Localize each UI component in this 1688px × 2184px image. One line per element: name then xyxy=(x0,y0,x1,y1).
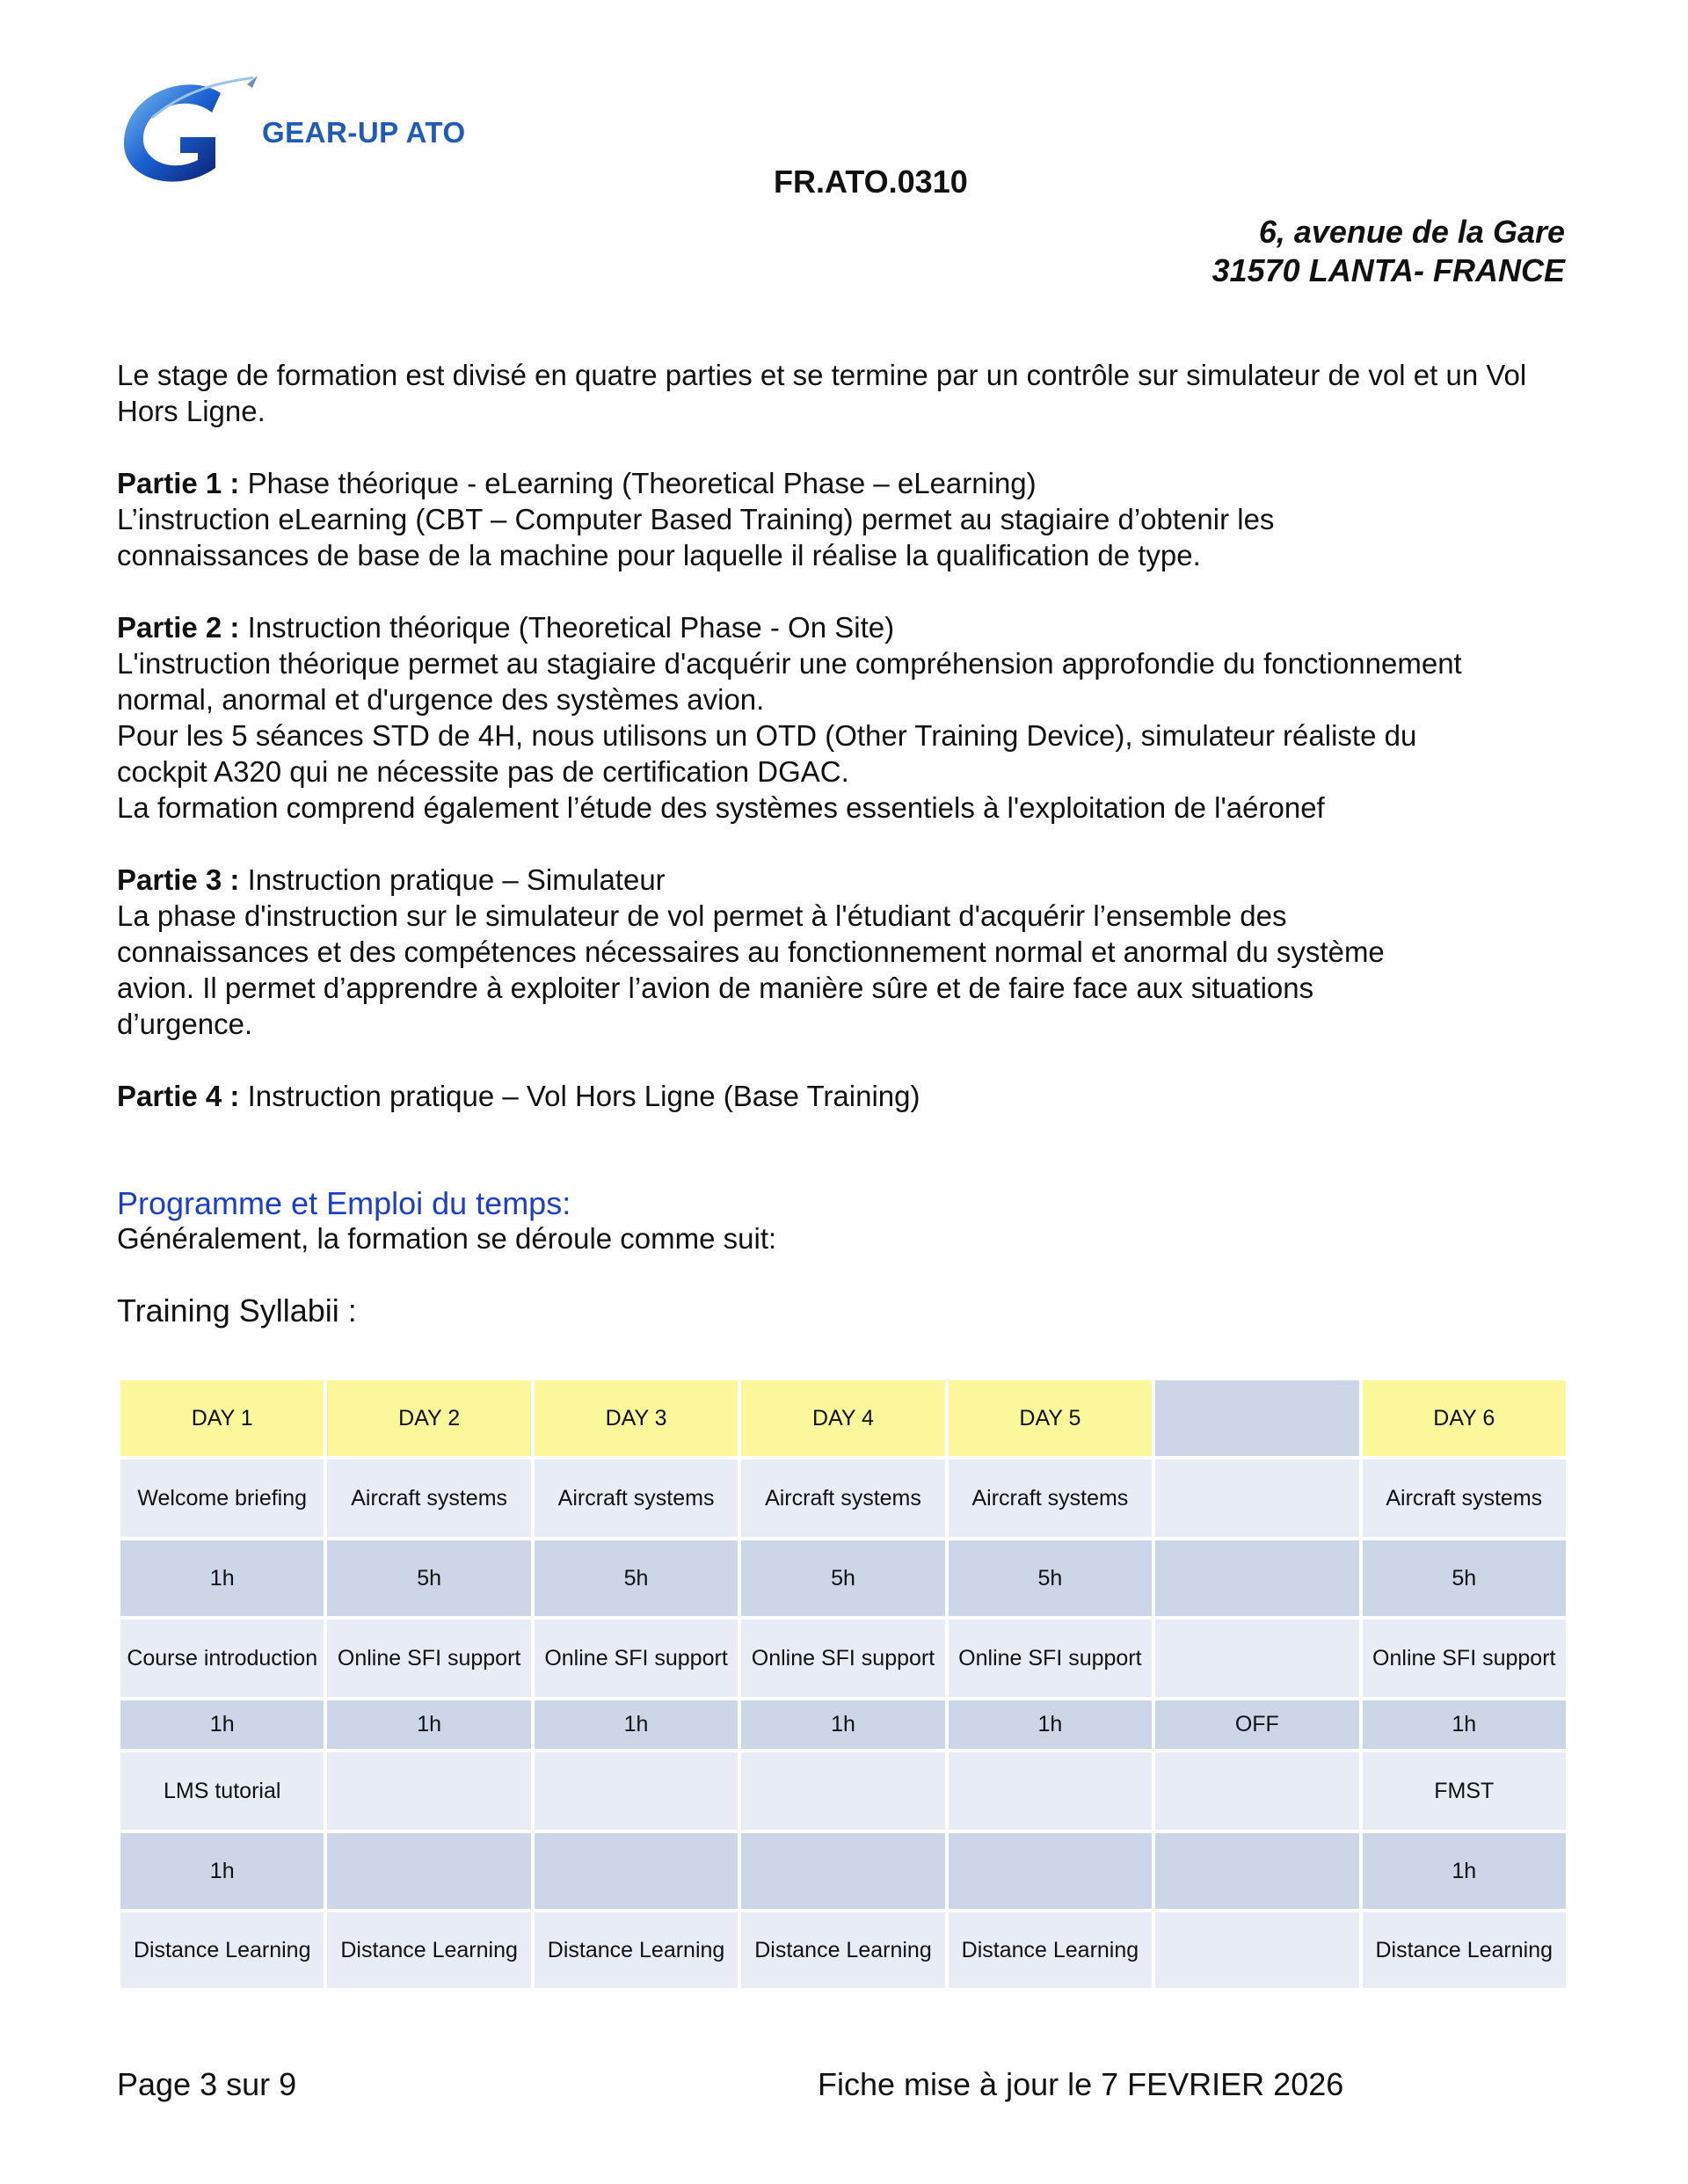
table-cell: 1h xyxy=(949,1700,1152,1749)
part-line: Pour les 5 séances STD de 4H, nous utilisons un OTD (Other Training Device), simulateur réaliste du xyxy=(117,719,1417,752)
header-cell: DAY 4 xyxy=(741,1380,944,1456)
table-cell: LMS tutorial xyxy=(120,1752,324,1830)
table-cell: Online SFI support xyxy=(327,1620,530,1697)
part-line: normal, anormal et d'urgence des systèmes avion. xyxy=(117,683,765,716)
table-cell: 5h xyxy=(327,1540,530,1616)
part-1 xyxy=(117,465,1576,573)
table-cell: Aircraft systems xyxy=(535,1460,738,1537)
table-cell xyxy=(741,1752,944,1830)
table-cell: Distance Learning xyxy=(1363,1912,1566,1988)
table-cell: 5h xyxy=(741,1540,944,1616)
programme-title: Programme et Emploi du temps: xyxy=(117,1185,571,1221)
table-row xyxy=(120,1700,1566,1749)
table-cell xyxy=(327,1833,530,1909)
part-line: La formation comprend également l’étude des systèmes essentiels à l'exploitation de l'aéronef xyxy=(117,791,1325,824)
table-cell: 1h xyxy=(120,1700,324,1749)
table-header-row xyxy=(120,1380,1566,1456)
part-title: Instruction théorique (Theoretical Phase - On Site) xyxy=(239,611,895,644)
syllabii-label: Training Syllabii : xyxy=(117,1292,357,1329)
page-number: Page 3 sur 9 xyxy=(117,2066,297,2102)
programme-subtitle: Généralement, la formation se déroule comme suit: xyxy=(117,1222,777,1255)
table-cell: Distance Learning xyxy=(741,1912,944,1988)
address-line: 31570 LANTA- FRANCE xyxy=(1211,252,1565,288)
table-row xyxy=(120,1540,1566,1616)
table-cell: Distance Learning xyxy=(327,1912,530,1988)
company-address xyxy=(1212,213,1565,290)
table-cell xyxy=(949,1833,1152,1909)
table-cell: Online SFI support xyxy=(949,1620,1152,1697)
table-cell xyxy=(1155,1752,1358,1830)
part-line: La phase d'instruction sur le simulateur de vol permet à l'étudiant d'acquérir l’ensemble des xyxy=(117,899,1287,932)
part-title: Instruction pratique – Simulateur xyxy=(239,863,666,896)
table-cell: 1h xyxy=(327,1700,530,1749)
table-cell: Distance Learning xyxy=(535,1912,738,1988)
table-cell: Welcome briefing xyxy=(120,1460,324,1537)
table-cell xyxy=(1155,1833,1358,1909)
table-row xyxy=(120,1752,1566,1830)
table-cell xyxy=(327,1752,530,1830)
table-row xyxy=(120,1460,1566,1537)
part-line: avion. Il permet d’apprendre à exploiter l’avion de manière sûre et de faire face aux situations xyxy=(117,972,1314,1004)
table-cell: 1h xyxy=(120,1833,324,1909)
table-cell: 1h xyxy=(1363,1700,1566,1749)
header-cell xyxy=(1155,1380,1358,1456)
header-cell: DAY 3 xyxy=(535,1380,738,1456)
part-4 xyxy=(117,1078,1576,1114)
training-schedule-table xyxy=(117,1377,1569,1991)
part-title: Instruction pratique – Vol Hors Ligne (Base Training) xyxy=(239,1080,920,1112)
part-line: L'instruction théorique permet au stagiaire d'acquérir une compréhension approfondie du fonctionnement xyxy=(117,647,1462,680)
table-cell: 1h xyxy=(1363,1833,1566,1909)
table-cell xyxy=(741,1833,944,1909)
part-label: Partie 3 : xyxy=(117,863,240,896)
table-row xyxy=(120,1912,1566,1988)
table-row xyxy=(120,1620,1566,1697)
table-cell: Course introduction xyxy=(120,1620,324,1697)
part-3 xyxy=(117,862,1576,1042)
table-cell: 1h xyxy=(120,1540,324,1616)
part-line: L’instruction eLearning (CBT – Computer Based Training) permet au stagiaire d’obtenir les xyxy=(117,503,1275,535)
table-cell: 1h xyxy=(741,1700,944,1749)
table-cell xyxy=(1155,1620,1358,1697)
part-2 xyxy=(117,609,1576,826)
table-cell xyxy=(1155,1912,1358,1988)
table-cell: Aircraft systems xyxy=(741,1460,944,1537)
update-date: Fiche mise à jour le 7 FEVRIER 2026 xyxy=(818,2066,1344,2102)
table-cell: Aircraft systems xyxy=(949,1460,1152,1537)
part-line: connaissances de base de la machine pour laquelle il réalise la qualification de type. xyxy=(117,539,1201,571)
table-cell xyxy=(535,1752,738,1830)
table-cell: Online SFI support xyxy=(1363,1620,1566,1697)
table-row xyxy=(120,1833,1566,1909)
table-cell: Distance Learning xyxy=(949,1912,1152,1988)
part-title: Phase théorique - eLearning (Theoretical Phase – eLearning) xyxy=(239,467,1037,499)
part-label: Partie 2 : xyxy=(117,611,240,644)
header-cell: DAY 6 xyxy=(1363,1380,1566,1456)
part-label: Partie 1 : xyxy=(117,467,240,499)
table-cell: FMST xyxy=(1363,1752,1566,1830)
table-cell xyxy=(1155,1460,1358,1537)
document-reference: FR.ATO.0310 xyxy=(774,164,968,200)
part-line: d’urgence. xyxy=(117,1008,253,1040)
gear-up-logo-icon xyxy=(117,76,258,190)
table-cell: 5h xyxy=(535,1540,738,1616)
table-cell: 5h xyxy=(949,1540,1152,1616)
part-line: connaissances et des compétences nécessaires au fonctionnement normal et anormal du système xyxy=(117,935,1385,968)
intro-paragraph: Le stage de formation est divisé en quatre parties et se termine par un contrôle sur simulateur de vol et un Vol Hors Ligne. xyxy=(117,359,1527,427)
part-label: Partie 4 : xyxy=(117,1080,240,1112)
table-cell xyxy=(1155,1540,1358,1616)
table-cell: 5h xyxy=(1363,1540,1566,1616)
table-cell: Online SFI support xyxy=(535,1620,738,1697)
table-cell: Aircraft systems xyxy=(1363,1460,1566,1537)
course-description xyxy=(117,357,1576,1150)
table-cell: Aircraft systems xyxy=(327,1460,530,1537)
table-cell xyxy=(949,1752,1152,1830)
part-line: cockpit A320 qui ne nécessite pas de certification DGAC. xyxy=(117,755,849,788)
table-cell: 1h xyxy=(535,1700,738,1749)
address-line: 6, avenue de la Gare xyxy=(1258,214,1565,250)
company-logo xyxy=(117,76,486,190)
table-cell xyxy=(535,1833,738,1909)
header-cell: DAY 5 xyxy=(949,1380,1152,1456)
header-cell: DAY 2 xyxy=(327,1380,530,1456)
logo-text: GEAR-UP ATO xyxy=(262,116,466,149)
table-cell: Online SFI support xyxy=(741,1620,944,1697)
off-cell: OFF xyxy=(1155,1700,1358,1749)
table-cell: Distance Learning xyxy=(120,1912,324,1988)
header-cell: DAY 1 xyxy=(120,1380,324,1456)
